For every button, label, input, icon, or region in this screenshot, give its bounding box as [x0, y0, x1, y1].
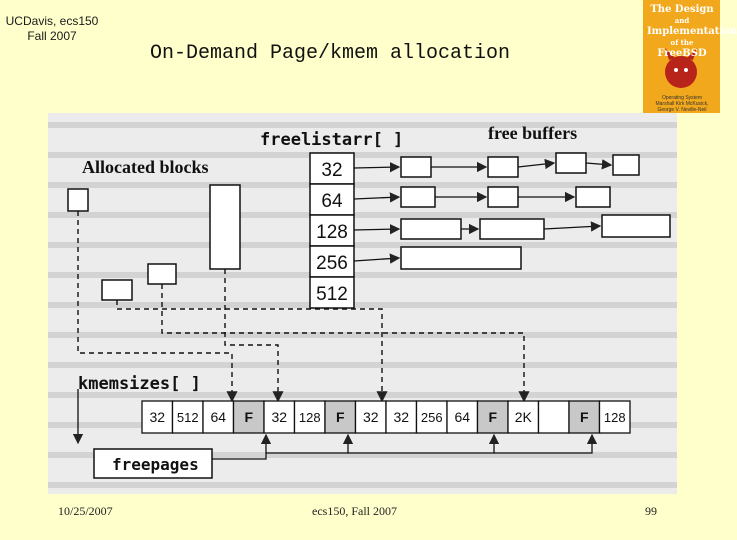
- kmemsizes-value: 32: [362, 409, 379, 425]
- book-title: The Design and Implementation of the FreeBSD: [647, 4, 737, 59]
- free-buffer: [401, 219, 461, 239]
- free-buffer: [401, 187, 435, 207]
- freelist-size: 128: [316, 222, 348, 243]
- kmemsizes-value: 64: [454, 409, 471, 425]
- kmemsizes-cell: [539, 401, 570, 433]
- free-buffers-label: free buffers: [488, 123, 578, 143]
- free-buffer: [613, 155, 639, 175]
- free-buffer: [480, 219, 544, 239]
- kmemsizes-value: 64: [210, 409, 227, 425]
- kmemsizes-value: 512: [176, 410, 199, 425]
- footer-page-number: 99: [645, 504, 657, 518]
- footer-course: ecs150, Fall 2007: [312, 504, 397, 518]
- freepages-label: freepages: [112, 455, 199, 474]
- freelist-size: 256: [316, 253, 348, 274]
- kmemsizes-value: 32: [271, 409, 288, 425]
- free-buffer: [602, 215, 670, 237]
- slide-title: On-Demand Page/kmem allocation: [150, 42, 511, 65]
- kmemsizes-value: 128: [298, 410, 321, 425]
- kmemsizes-value: F: [488, 409, 498, 425]
- freelist-size: 32: [321, 160, 343, 181]
- allocated-blocks-label: Allocated blocks: [82, 157, 209, 177]
- book-authors: Operating System Marshall Kirk McKusick, George V. Neville-Neil: [655, 95, 709, 113]
- kmemsizes-value: F: [244, 409, 254, 425]
- kmemsizes-value: 32: [149, 409, 166, 425]
- kmemsizes-value: 2K: [514, 409, 532, 425]
- freelist-size: 512: [316, 284, 348, 305]
- free-buffer: [401, 247, 521, 269]
- free-buffer: [576, 187, 610, 207]
- course-line-1: UCDavis, ecs150: [5, 14, 99, 28]
- allocated-block: [210, 185, 240, 269]
- free-buffer: [401, 157, 431, 177]
- course-line-2: Fall 2007: [27, 29, 77, 43]
- kmemsizes-value: 256: [420, 410, 443, 425]
- allocated-block: [102, 280, 132, 300]
- kmemsizes-label: kmemsizes[ ]: [78, 374, 201, 394]
- book-cover-image: [643, 0, 737, 113]
- freelistarr-label: freelistarr[ ]: [260, 130, 404, 150]
- free-buffer: [488, 187, 518, 207]
- kmemsizes-value: 32: [393, 409, 410, 425]
- kmemsizes-value: F: [579, 409, 589, 425]
- freelist-size: 64: [321, 191, 343, 212]
- kmem-diagram: [48, 113, 677, 494]
- free-buffer: [488, 157, 518, 177]
- allocated-block: [148, 264, 176, 284]
- allocated-block: [68, 189, 88, 211]
- course-label: [0, 14, 104, 44]
- footer-date: 10/25/2007: [58, 504, 113, 518]
- kmemsizes-value: F: [335, 409, 345, 425]
- kmemsizes-value: 128: [603, 410, 626, 425]
- free-buffer: [556, 153, 586, 173]
